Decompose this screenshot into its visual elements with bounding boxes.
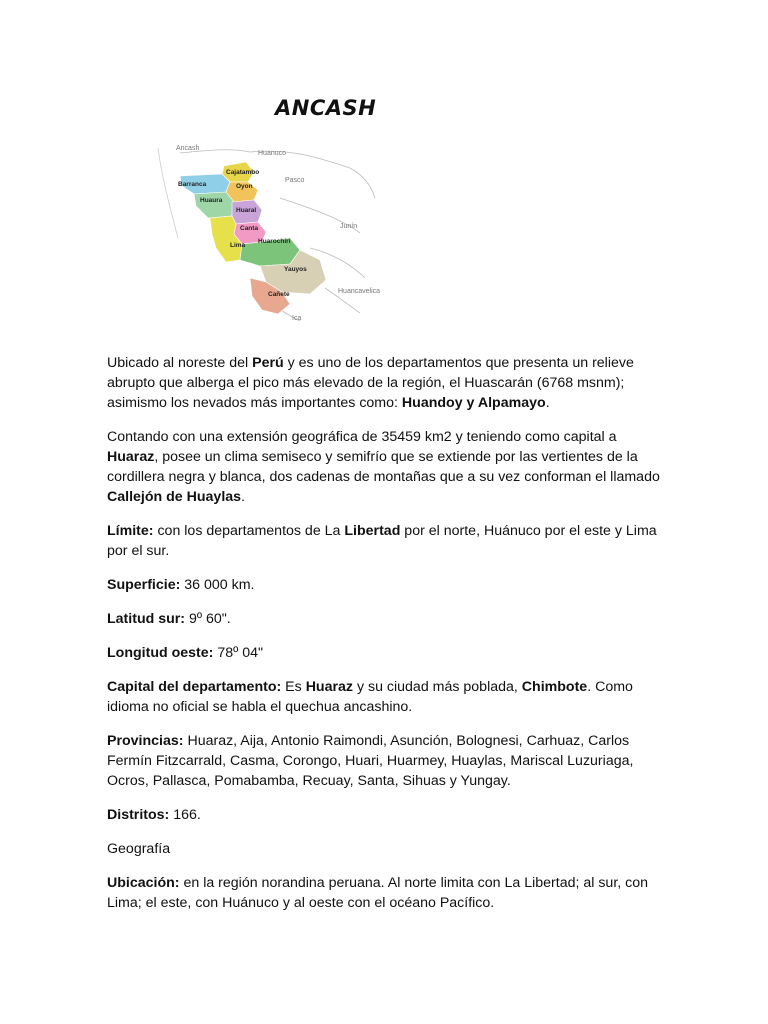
region-map-image <box>150 138 390 328</box>
label-junin: Junín <box>340 223 358 230</box>
page-title: ANCASH <box>275 96 377 120</box>
province-huaura <box>194 192 234 218</box>
capital-paragraph: Capital del departamento: Es Huaraz y su ciudad más poblada, Chimbote. Como idioma no oficial se habla el quechua ancashino. <box>107 679 633 715</box>
label-canta: Canta <box>240 225 259 232</box>
intro-paragraph: Ubicado al noreste del Perú y es uno de los departamentos que presenta un relieve abrupto que alberga el pico más elevado de la región, el Huascarán (6768 msnm); asimismo los nevados más importantes como: Huandoy y Alpamayo. <box>107 355 634 411</box>
label-ancash: Ancash <box>176 145 200 152</box>
region-map <box>150 138 390 328</box>
label-huaura: Huaura <box>200 197 223 204</box>
label-pasco: Pasco <box>285 177 305 184</box>
label-yauyos: Yauyos <box>284 266 307 273</box>
label-canete: Cañete <box>268 291 290 298</box>
longitude-paragraph: Longitud oeste: 78º 04" <box>107 645 264 661</box>
document-body <box>107 353 667 927</box>
label-ica: Ica <box>292 315 302 322</box>
geography-heading: Geografía <box>107 841 171 857</box>
limit-paragraph: Límite: con los departamentos de La Libertad por el norte, Huánuco por el este y Lima por el sur. <box>107 523 657 559</box>
label-huanuco: Huanuco <box>258 150 287 157</box>
label-lima: Lima <box>230 242 246 249</box>
districts-paragraph: Distritos: 166. <box>107 807 201 823</box>
surface-paragraph: Superficie: 36 000 km. <box>107 577 255 593</box>
location-paragraph: Ubicación: en la región norandina peruana. Al norte limita con La Libertad; al sur, con Lima; el este, con Huánuco y al oeste con el océano Pacífico. <box>107 875 649 911</box>
label-barranca: Barranca <box>178 181 207 188</box>
label-cajatambo: Cajatambo <box>226 169 260 176</box>
provinces-paragraph: Provincias: Huaraz, Aija, Antonio Raimondi, Asunción, Bolognesi, Carhuaz, Carlos Fermín Fitzcarrald, Casma, Corongo, Huari, Huarmey, Huaylas, Mariscal Luzuriaga, Ocros, Pallasca, Pomabamba, Recuay, Santa, Sihuas y Yungay. <box>107 733 634 789</box>
label-oyon: Oyon <box>236 183 253 190</box>
label-huarochiri: Huarochiri <box>258 238 291 245</box>
label-huaral: Huaral <box>236 207 257 214</box>
latitude-paragraph: Latitud sur: 9º 60". <box>107 611 231 627</box>
label-huancavelica: Huancavelica <box>338 288 381 295</box>
extension-paragraph: Contando con una extensión geográfica de 35459 km2 y teniendo como capital a Huaraz, posee un clima semiseco y semifrío que se extiende por las vertientes de la cordillera negra y blanca, dos cadenas de montañas que a su vez conforman el llamado Callejón de Huaylas. <box>107 429 660 505</box>
